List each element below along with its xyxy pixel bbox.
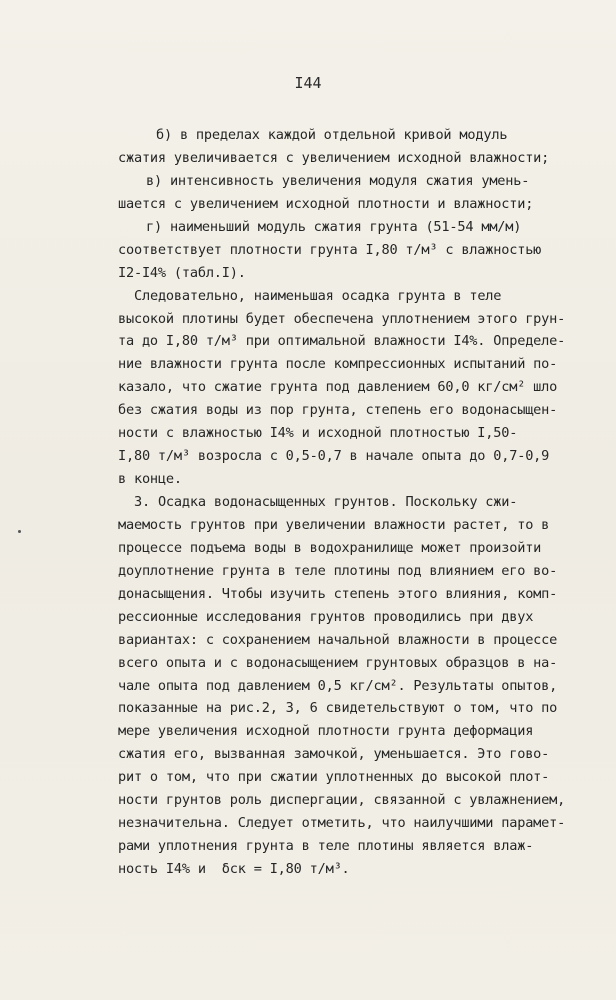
text-line: маемость грунтов при увеличении влажности растет, то в bbox=[118, 516, 550, 533]
text-line: б) в пределах каждой отдельной кривой модуль bbox=[156, 127, 508, 143]
text-line: процессе подъема воды в водохранилище может произойти bbox=[118, 539, 542, 556]
text-line: показанные на рис.2, 3, 6 свидетельствуют о том, что по bbox=[118, 700, 558, 717]
text-line: сжатия его, вызванная замочкой, уменьшается. Это гово- bbox=[118, 746, 550, 763]
text-line: высокой плотины будет обеспечена уплотнением этого грун- bbox=[118, 310, 566, 327]
text-line: донасыщения. Чтобы изучить степень этого влияния, комп- bbox=[118, 585, 558, 602]
text-line: рессионные исследования грунтов проводились при двух bbox=[118, 608, 534, 625]
text-line: вариантах: с сохранением начальной влажности в процессе bbox=[118, 631, 558, 648]
text-line: без сжатия воды из пор грунта, степень его водонасыщен- bbox=[118, 402, 558, 419]
page-number: I44 bbox=[294, 74, 322, 92]
text-line: в конце. bbox=[118, 471, 182, 488]
text-line: шается с увеличением исходной плотности и влажности; bbox=[118, 195, 534, 212]
text-line: в) интенсивность увеличения модуля сжатия умень- bbox=[146, 172, 530, 189]
text-line: г) наименьший модуль сжатия грунта (51-54 мм/м) bbox=[146, 218, 522, 235]
text-line: ние влажности грунта после компрессионных испытаний по- bbox=[118, 356, 558, 373]
paper-speck bbox=[18, 530, 21, 533]
text-line: сжатия увеличивается с увеличением исходной влажности; bbox=[118, 149, 550, 166]
text-line: I2-I4% (табл.I). bbox=[118, 264, 246, 281]
text-line: мере увеличения исходной плотности грунта деформация bbox=[118, 723, 534, 740]
text-line: I,80 т/м³ возросла с 0,5-0,7 в начале опыта до 0,7-0,9 bbox=[118, 448, 550, 465]
text-line: ности с влажностью I4% и исходной плотностью I,50- bbox=[118, 425, 518, 442]
text-line: ности грунтов роль диспергации, связанной с увлажнением, bbox=[118, 792, 566, 809]
text-line: рами уплотнения грунта в теле плотины является влаж- bbox=[118, 838, 534, 855]
text-line: доуплотнение грунта в теле плотины под влиянием его во- bbox=[118, 562, 558, 579]
text-line: чале опыта под давлением 0,5 кг/см². Результаты опытов, bbox=[118, 677, 558, 694]
text-line: 3. Осадка водонасыщенных грунтов. Поскольку сжи- bbox=[134, 494, 518, 510]
body-text bbox=[118, 124, 598, 881]
text-line: всего опыта и с водонасыщением грунтовых образцов в на- bbox=[118, 654, 558, 671]
text-line: соответствует плотности грунта I,80 т/м³ с влажностью bbox=[118, 241, 542, 258]
text-line: ность I4% и δск = I,80 т/м³. bbox=[118, 861, 350, 877]
text-line: незначительна. Следует отметить, что наилучшими парамет- bbox=[118, 815, 566, 832]
text-line: Следовательно, наименьшая осадка грунта в теле bbox=[134, 287, 502, 304]
text-line: рит о том, что при сжатии уплотненных до высокой плот- bbox=[118, 769, 550, 786]
text-line: казало, что сжатие грунта под давлением 60,0 кг/см² шло bbox=[118, 379, 558, 396]
text-line: та до I,80 т/м³ при оптимальной влажности I4%. Определе- bbox=[118, 333, 566, 350]
